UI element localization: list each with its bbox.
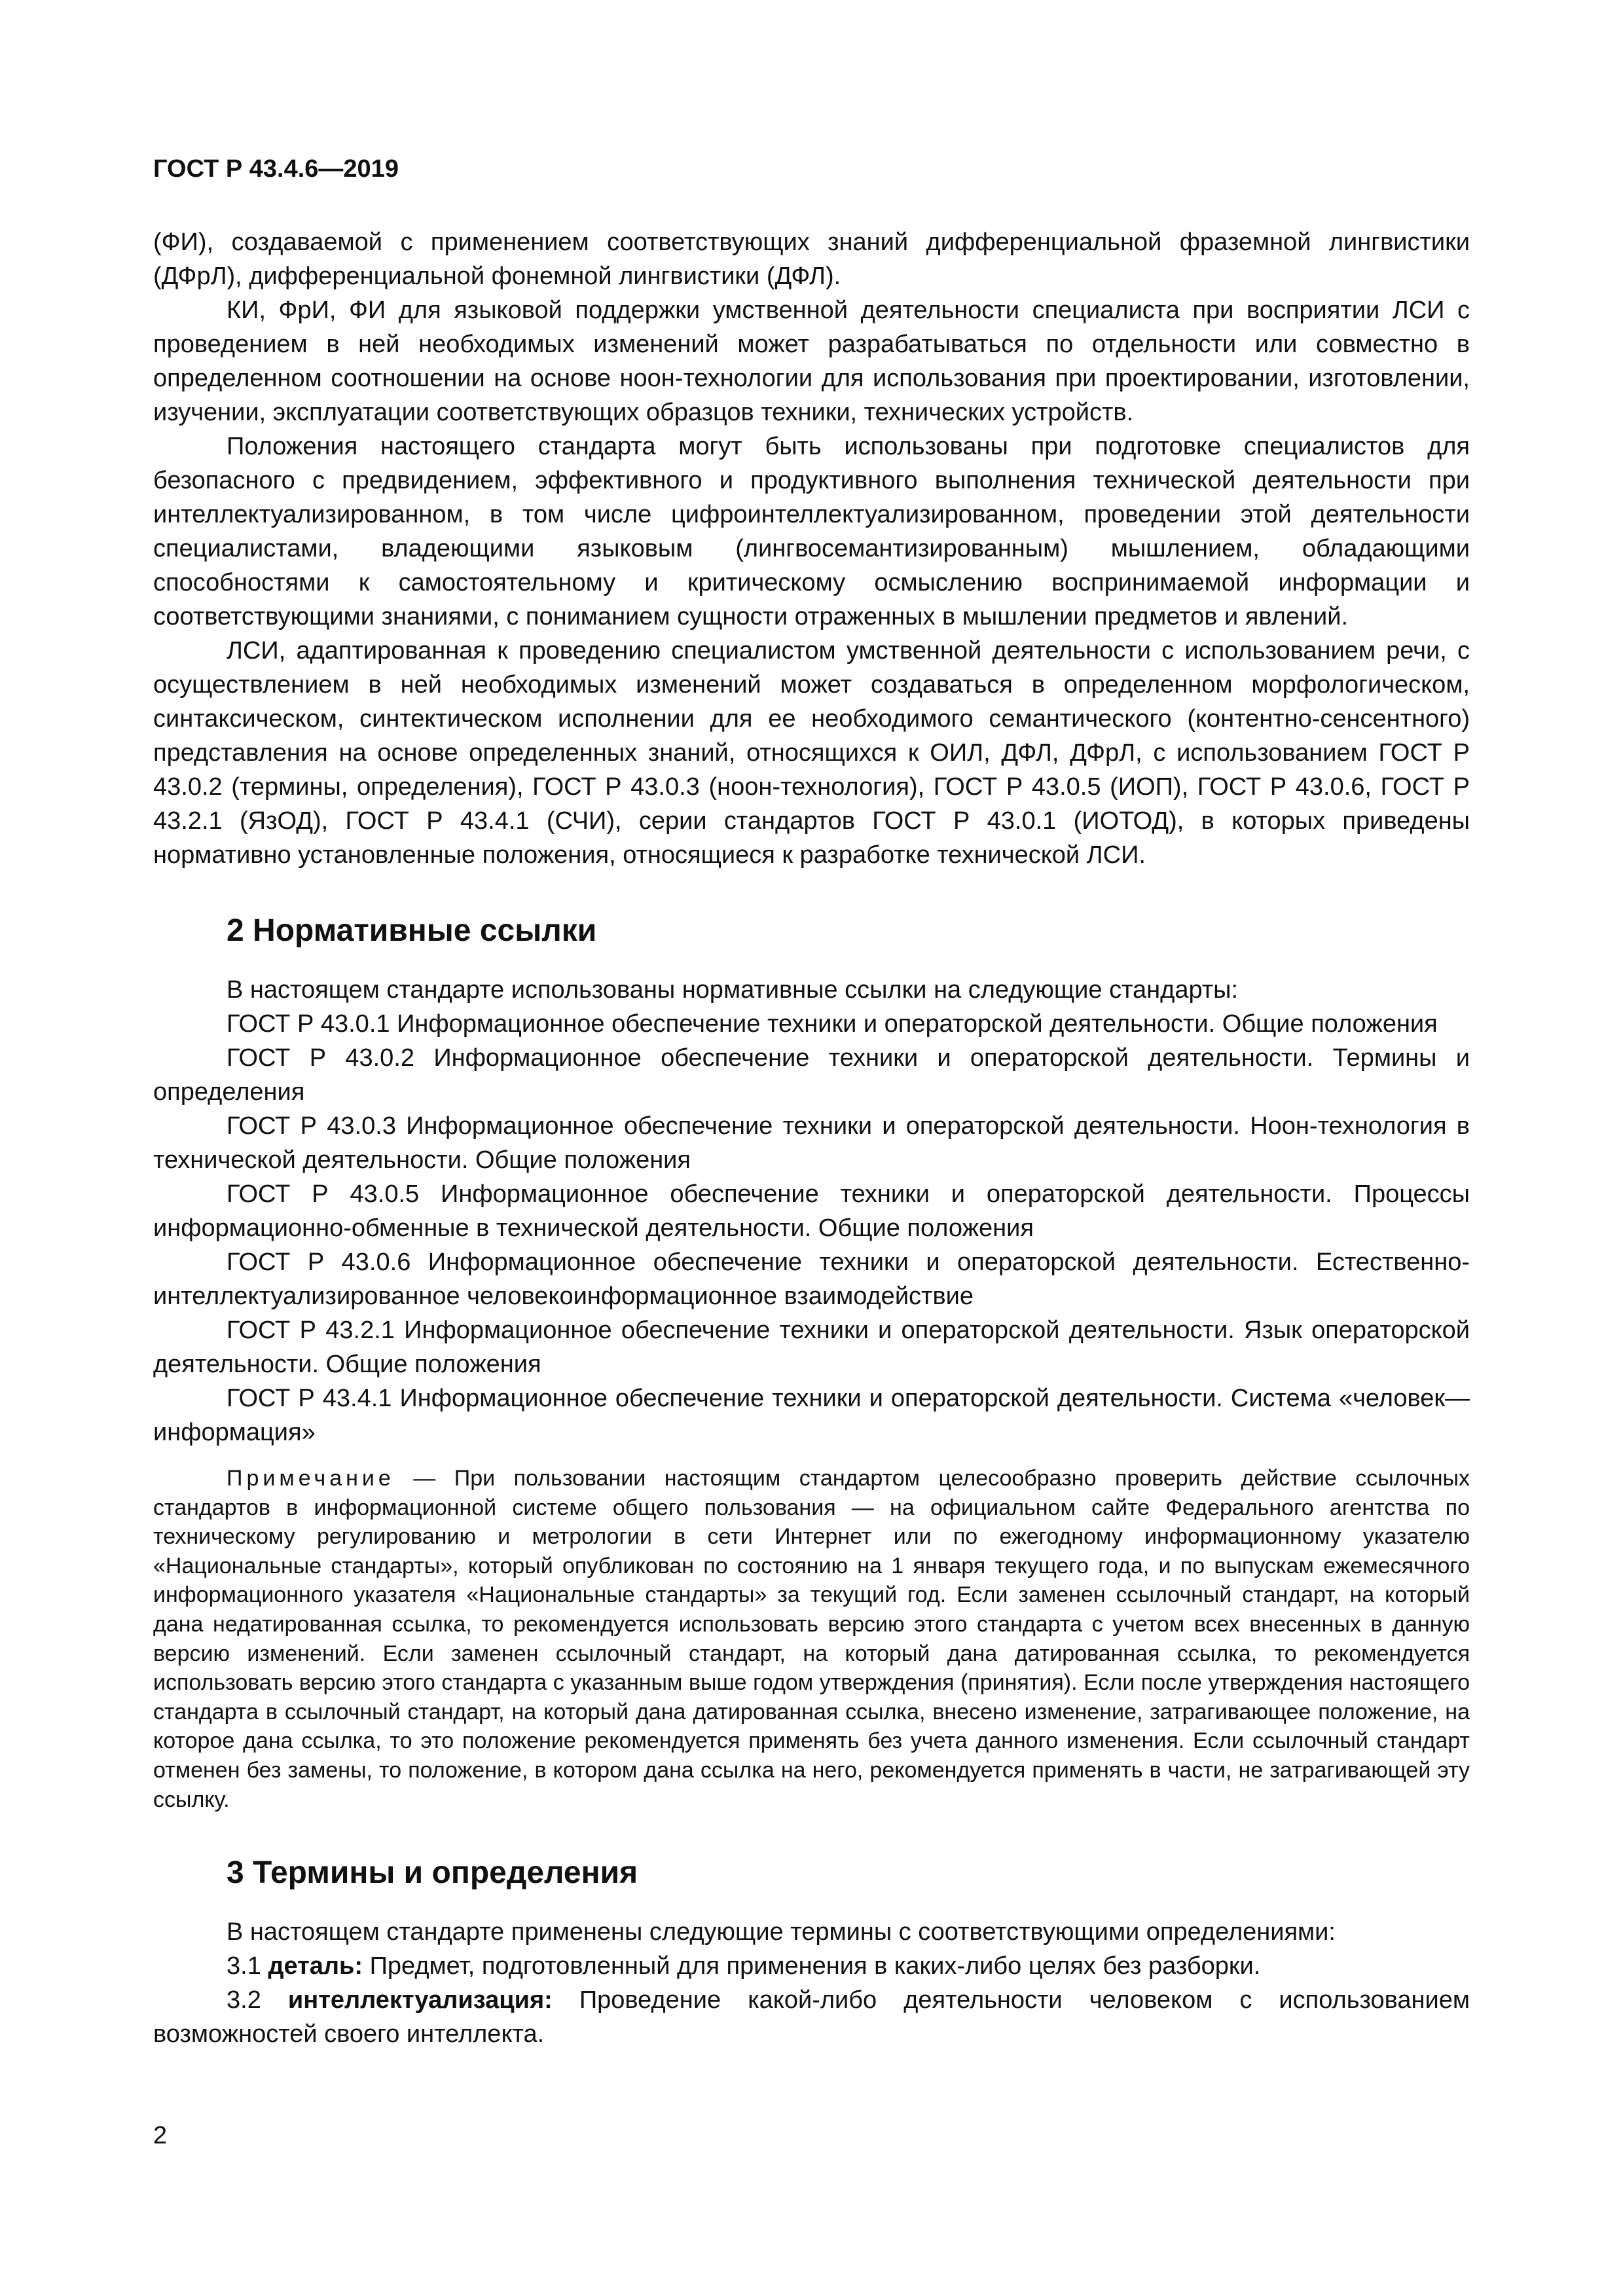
reference-item: ГОСТ Р 43.4.1 Информационное обеспечение техники и операторской деятельности. Система «человек—информация»: [153, 1385, 1470, 1446]
section-2-lead: В настоящем стандарте использованы нормативные ссылки на следующие стандарты:: [227, 976, 1239, 1004]
term-definition: Проведение какой-либо деятельности человеком с использованием возможностей своего интеллекта.: [153, 1986, 1470, 2049]
note-text: — При пользовании настоящим стандартом целесообразно проверить действие ссылочных стандартов в информационной системе общего пользования — на официальном сайте Федерального агентства по техническому регулированию и метрологии в сети Интернет или по ежегодному информационному указателю «Национальные стандарты», который опубликован по состоянию на 1 января текущего года, и по выпускам ежемесячного информационного указателя «Национальные стандарты» за текущий год. Если заменен ссылочный стандарт, на который дана недатированная ссылка, то рекомендуется использовать версию этого стандарта с учетом всех внесенных в данную версию изменений. Если заменен ссылочный стандарт, на который дана датированная ссылка, то рекомендуется использовать версию этого стандарта с указанным выше годом утверждения (принятия). Если после утверждения настоящего стандарта в ссылочный стандарт, на который дана датированная ссылка, внесено изменение, затрагивающее положение, на которое дана ссылка, то это положение рекомендуется применять без учета данного изменения. Если ссылочный стандарт отменен без замены, то положение, в котором дана ссылка на него, рекомендуется применять в части, не затрагивающей эту ссылку.: [153, 1466, 1470, 1812]
term-definition: Предмет, подготовленный для применения в каких-либо целях без разборки.: [369, 1952, 1261, 1980]
page-number: 2: [153, 2122, 168, 2149]
term-name: интеллектуализация:: [287, 1986, 553, 2014]
reference-item: ГОСТ Р 43.0.2 Информационное обеспечение техники и операторской деятельности. Термины и определения: [153, 1044, 1470, 1106]
term-entry: [153, 1983, 1470, 2051]
note-label: Примечание: [227, 1466, 395, 1491]
intro-paragraph: (ФИ), создаваемой с применением соответствующих знаний дифференциальной фраземной лингвистики (ДФрЛ), дифференциальной фонемной лингвистики (ДФЛ).: [153, 228, 1470, 290]
section-2-heading: 2 Нормативные ссылки: [227, 913, 597, 948]
reference-item: ГОСТ Р 43.0.6 Информационное обеспечение техники и операторской деятельности. Естественно-интеллектуализированное человекоинформационное взаимодействие: [153, 1248, 1470, 1310]
section-3-heading: 3 Термины и определения: [227, 1855, 638, 1891]
reference-item: ГОСТ Р 43.0.3 Информационное обеспечение техники и операторской деятельности. Ноон-технология в технической деятельности. Общие положения: [153, 1112, 1470, 1174]
page-body: [153, 225, 1470, 2051]
intro-paragraph: Положения настоящего стандарта могут быть использованы при подготовке специалистов для безопасного с предвидением, эффективного и продуктивного выполнения технической деятельности при интеллектуализированном, в том числе цифроинтеллектуализированном, проведении этой деятельности специалистами, владеющими языковым (лингвосемантизированным) мышлением, обладающими способностями к самостоятельному и критическому осмыслению воспринимаемой информации и соответствующими знаниями, с пониманием сущности отраженных в мышлении предметов и явлений.: [153, 433, 1470, 630]
term-number: 3.1: [227, 1952, 261, 1980]
term-name: деталь:: [268, 1952, 363, 1980]
term-entry: [153, 1949, 1470, 1983]
reference-note: [153, 1464, 1470, 1814]
reference-item: ГОСТ Р 43.2.1 Информационное обеспечение техники и операторской деятельности. Язык операторской деятельности. Общие положения: [153, 1317, 1470, 1378]
section-3-lead: В настоящем стандарте применены следующие термины с соответствующими определениями:: [227, 1918, 1336, 1946]
reference-item: ГОСТ Р 43.0.5 Информационное обеспечение техники и операторской деятельности. Процессы информационно-обменные в технической деятельности. Общие положения: [153, 1180, 1470, 1242]
reference-item: ГОСТ Р 43.0.1 Информационное обеспечение техники и операторской деятельности. Общие положения: [227, 1010, 1438, 1038]
document-code: ГОСТ Р 43.4.6—2019: [153, 155, 399, 183]
term-number: 3.2: [227, 1986, 261, 2014]
intro-paragraph: КИ, ФрИ, ФИ для языковой поддержки умственной деятельности специалиста при восприятии ЛСИ с проведением в ней необходимых изменений может разрабатываться по отдельности или совместно в определенном соотношении на основе ноон-технологии для использования при проектировании, изготовлении, изучении, эксплуатации соответствующих образцов техники, технических устройств.: [153, 297, 1470, 426]
intro-paragraph: ЛСИ, адаптированная к проведению специалистом умственной деятельности с использованием речи, с осуществлением в ней необходимых изменений может создаваться в определенном морфологическом, синтаксическом, синтектическом исполнении для ее необходимого семантического (контентно-сенсентного) представления на основе определенных знаний, относящихся к ОИЛ, ДФЛ, ДФрЛ, с использованием ГОСТ Р 43.0.2 (термины, определения), ГОСТ Р 43.0.3 (ноон-технология), ГОСТ Р 43.0.5 (ИОП), ГОСТ Р 43.0.6, ГОСТ Р 43.2.1 (ЯзОД), ГОСТ Р 43.4.1 (СЧИ), серии стандартов ГОСТ Р 43.0.1 (ИОТОД), в которых приведены нормативно установленные положения, относящиеся к разработке технической ЛСИ.: [153, 637, 1470, 869]
